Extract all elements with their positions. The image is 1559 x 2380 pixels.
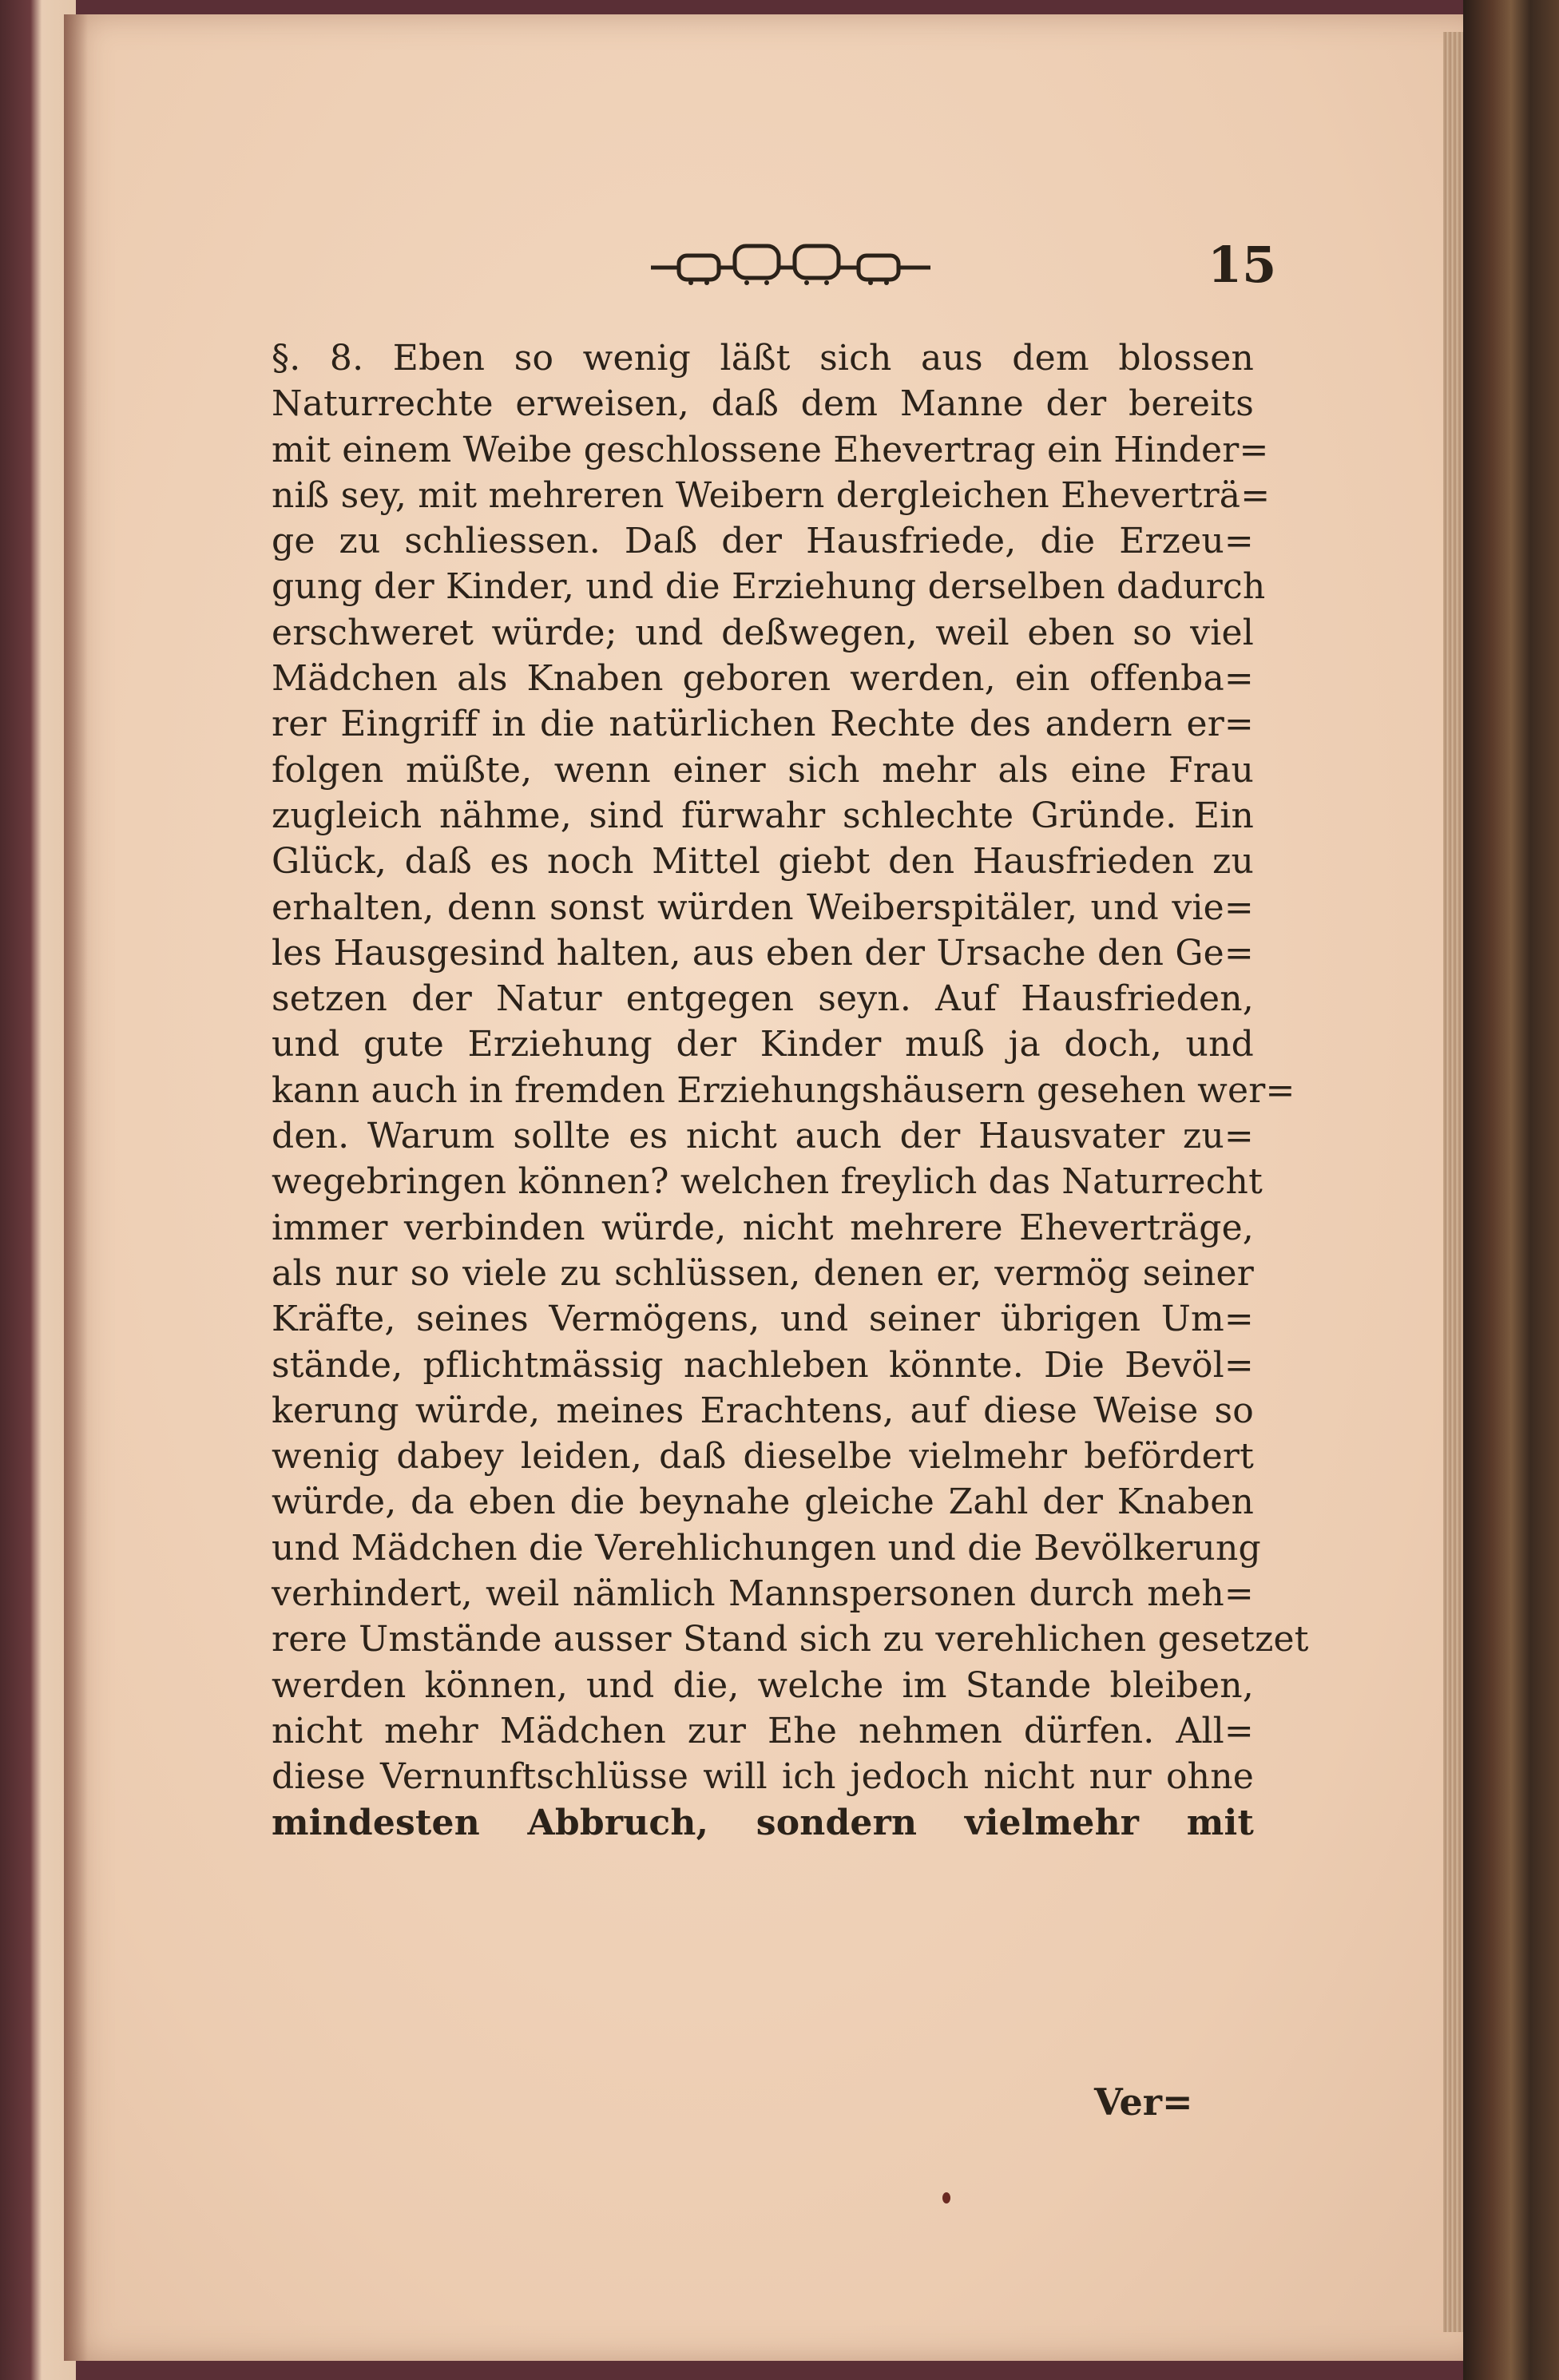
text-line: stände, pflichtmässig nachleben könnte. Die Bevöl= [272,1344,1254,1386]
paper-speck [942,2192,950,2203]
text-line: und gute Erziehung der Kinder muß ja doch, und [272,1024,1254,1065]
text-line: Glück, daß es noch Mittel giebt den Hausfrieden zu [272,841,1254,883]
text-line: mindesten Abbruch, sondern vielmehr mit [272,1802,1254,1843]
text-line: den. Warum sollte es nicht auch der Hausvater zu= [272,1116,1254,1157]
text-line: gung der Kinder, und die Erziehung derselben dadurch [272,566,1266,608]
text-line: kerung würde, meines Erachtens, auf diese Weise so [272,1390,1254,1431]
text-line: als nur so viele zu schlüssen, denen er, vermög seiner [272,1252,1254,1294]
text-line: folgen müßte, wenn einer sich mehr als eine Frau [272,749,1254,791]
text-line: rer Eingriff in die natürlichen Rechte des andern er= [272,704,1254,745]
text-line: Kräfte, seines Vermögens, und seiner übrigen Um= [272,1299,1254,1340]
text-line: werden können, und die, welche im Stande bleiben, [272,1664,1254,1706]
text-line: erhalten, denn sonst würden Weiberspitäler, und vie= [272,887,1254,928]
text-line: §. 8. Eben so wenig läßt sich aus dem blossen [272,338,1254,379]
text-line: kann auch in fremden Erziehungshäusern gesehen wer= [272,1069,1295,1111]
text-line: diese Vernunftschlüsse will ich jedoch nicht nur ohne [272,1756,1254,1798]
text-line: Mädchen als Knaben geboren werden, ein offenba= [272,658,1254,700]
page-gutter-shadow [64,14,88,2361]
text-line: les Hausgesind halten, aus eben der Ursache den Ge= [272,932,1254,974]
chain-ornament-icon [647,240,934,288]
page-number: 15 [1208,236,1277,294]
text-line: erschweret würde; und deßwegen, weil eben so viel [272,612,1254,653]
text-line: mit einem Weibe geschlossene Ehevertrag ein Hinder= [272,429,1269,470]
text-line: setzen der Natur entgegen seyn. Auf Hausfrieden, [272,978,1254,1020]
text-line: rere Umstände ausser Stand sich zu verehlichen gesetzet [272,1619,1309,1660]
text-line: und Mädchen die Verehlichungen und die Bevölkerung [272,1527,1261,1569]
text-line: zugleich nähme, sind fürwahr schlechte Gründe. Ein [272,795,1254,836]
text-line: immer verbinden würde, nicht mehrere Eheverträge, [272,1207,1254,1248]
body-text [272,335,1309,1846]
text-line: ge zu schliessen. Daß der Hausfriede, die Erzeu= [272,521,1254,562]
text-line: niß sey, mit mehreren Weibern dergleichen Eheverträ= [272,474,1271,516]
text-line: würde, da eben die beynahe gleiche Zahl der Knaben [272,1482,1254,1523]
text-line: Naturrechte erweisen, daß dem Manne der bereits [272,383,1254,425]
text-line: nicht mehr Mädchen zur Ehe nehmen dürfen. All= [272,1710,1254,1751]
text-line: wenig dabey leiden, daß dieselbe vielmehr befördert [272,1436,1254,1478]
text-line: verhindert, weil nämlich Mannspersonen durch meh= [272,1573,1254,1615]
book-cover-right [1463,0,1559,2380]
catchword: Ver= [1094,2081,1193,2124]
text-line: wegebringen können? welchen freylich das Naturrecht [272,1161,1263,1203]
